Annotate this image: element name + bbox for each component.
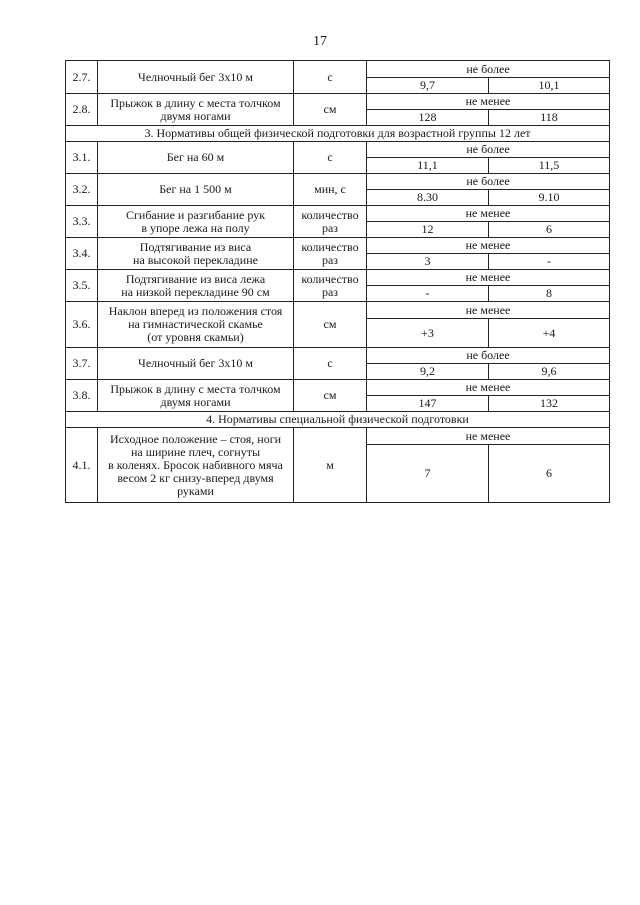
value-1: 147 [367, 396, 489, 412]
exercise-name [98, 302, 294, 348]
condition: не более [367, 61, 610, 78]
name-line: (от уровня скамьи) [147, 330, 244, 344]
unit: см [294, 94, 367, 126]
condition: не более [367, 142, 610, 158]
exercise-name [98, 380, 294, 412]
row-number: 3.1. [66, 142, 98, 174]
name-line: двумя ногами [160, 394, 231, 409]
value-2: 10,1 [489, 78, 610, 94]
row-number: 2.7. [66, 61, 98, 94]
row-number: 3.8. [66, 380, 98, 412]
name-line: двумя ногами [160, 108, 231, 123]
unit-line: количество [301, 239, 359, 254]
unit-line: раз [321, 220, 339, 235]
name-line: на гимнастической скамье [128, 317, 263, 331]
unit: с [294, 61, 367, 94]
unit [294, 270, 367, 302]
table-row [66, 174, 610, 190]
condition: не более [367, 174, 610, 190]
name-line: Подтягивание из виса [139, 239, 252, 254]
exercise-name [98, 428, 294, 503]
unit [294, 238, 367, 270]
table-row [66, 94, 610, 110]
table-row [66, 302, 610, 319]
table-row [66, 428, 610, 445]
section-title: 4. Нормативы специальной физической подготовки [66, 412, 610, 428]
condition: не менее [367, 270, 610, 286]
table-row [66, 380, 610, 396]
exercise-name: Бег на 60 м [98, 142, 294, 174]
condition: не менее [367, 428, 610, 445]
unit-line: количество [301, 271, 359, 286]
table-row [66, 270, 610, 286]
value-1: 9,2 [367, 364, 489, 380]
value-2: +4 [489, 319, 610, 348]
name-line: на ширине плеч, согнуты [130, 444, 261, 459]
name-line: на высокой перекладине [133, 252, 258, 267]
unit: с [294, 348, 367, 380]
condition: не более [367, 348, 610, 364]
exercise-name [98, 206, 294, 238]
row-number: 2.8. [66, 94, 98, 126]
unit: см [294, 380, 367, 412]
name-line: Сгибание и разгибание рук [125, 207, 266, 222]
name-line: Исходное положение – стоя, ноги [109, 431, 282, 446]
value-2: 8 [489, 286, 610, 302]
condition: не менее [367, 302, 610, 319]
exercise-name [98, 270, 294, 302]
value-1: +3 [367, 319, 489, 348]
condition: не менее [367, 206, 610, 222]
name-line: весом 2 кг снизу-вперед двумя [117, 470, 274, 485]
value-2: 11,5 [489, 158, 610, 174]
value-1: 128 [367, 110, 489, 126]
table-row [66, 348, 610, 364]
unit: с [294, 142, 367, 174]
name-line: руками [177, 483, 214, 498]
table-row [66, 142, 610, 158]
unit: мин, с [294, 174, 367, 206]
name-line: на низкой перекладине 90 см [121, 284, 270, 299]
value-1: 11,1 [367, 158, 489, 174]
section-title: 3. Нормативы общей физической подготовки для возрастной группы 12 лет [66, 126, 610, 142]
unit-line: раз [321, 252, 339, 267]
exercise-name: Бег на 1 500 м [98, 174, 294, 206]
table-row [66, 238, 610, 254]
name-line: Подтягивание из виса лежа [125, 271, 266, 286]
value-1: - [367, 286, 489, 302]
unit [294, 206, 367, 238]
value-1: 12 [367, 222, 489, 238]
value-1: 7 [367, 445, 489, 503]
value-2: 132 [489, 396, 610, 412]
table-row [66, 206, 610, 222]
value-2: - [489, 254, 610, 270]
exercise-name: Челночный бег 3х10 м [98, 348, 294, 380]
exercise-name [98, 94, 294, 126]
value-2: 9.10 [489, 190, 610, 206]
value-2: 6 [489, 222, 610, 238]
value-1: 9,7 [367, 78, 489, 94]
row-number: 4.1. [66, 428, 98, 503]
value-2: 6 [489, 445, 610, 503]
value-2: 9,6 [489, 364, 610, 380]
section-header-row [66, 412, 610, 428]
row-number: 3.3. [66, 206, 98, 238]
exercise-name [98, 238, 294, 270]
row-number: 3.5. [66, 270, 98, 302]
row-number: 3.2. [66, 174, 98, 206]
value-2: 118 [489, 110, 610, 126]
page-number: 17 [313, 34, 327, 49]
row-number: 3.4. [66, 238, 98, 270]
condition: не менее [367, 380, 610, 396]
unit: см [294, 302, 367, 348]
standards-table [65, 60, 610, 503]
value-1: 3 [367, 254, 489, 270]
condition: не менее [367, 238, 610, 254]
exercise-name: Челночный бег 3х10 м [98, 61, 294, 94]
unit-line: количество [301, 207, 359, 222]
name-line: в упоре лежа на полу [141, 220, 250, 235]
row-number: 3.7. [66, 348, 98, 380]
name-line: Прыжок в длину с места толчком [110, 95, 281, 110]
value-1: 8.30 [367, 190, 489, 206]
name-line: Наклон вперед из положения стоя [108, 304, 283, 318]
section-header-row [66, 126, 610, 142]
unit: м [294, 428, 367, 503]
table-row [66, 61, 610, 78]
row-number: 3.6. [66, 302, 98, 348]
condition: не менее [367, 94, 610, 110]
unit-line: раз [321, 284, 339, 299]
name-line: в коленях. Бросок набивного мяча [108, 457, 283, 472]
name-line: Прыжок в длину с места толчком [110, 381, 281, 396]
